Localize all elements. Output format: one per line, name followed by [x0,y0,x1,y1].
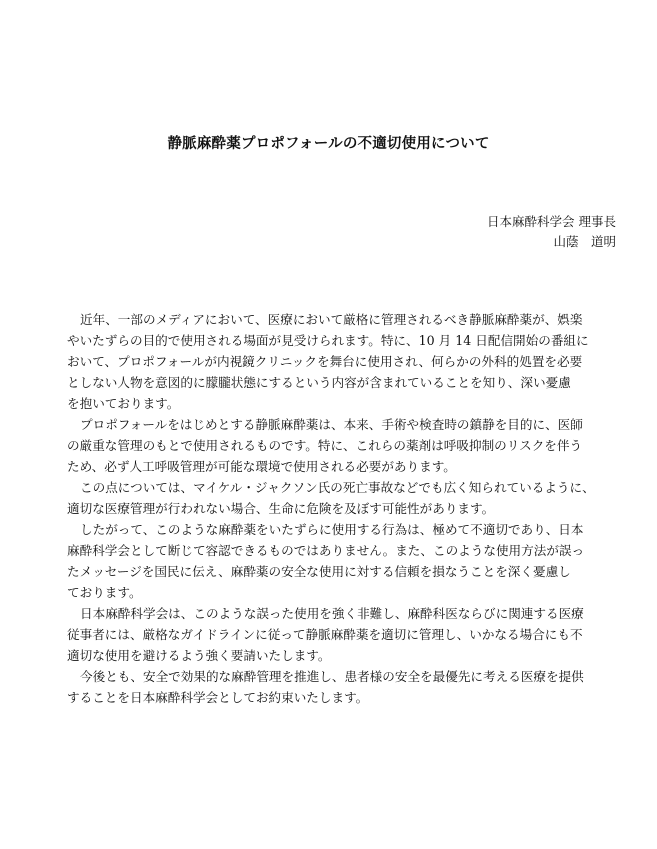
paragraph-line: この点については、マイケル・ジャクソン氏の死亡事故などでも広く知られているように、 [80,480,595,495]
author-block [487,212,616,252]
paragraph-line: 日本麻酔科学会は、このような誤った使用を強く非難し、麻酔科医ならびに関連する医療 [80,606,584,621]
author-name: 山蔭 道明 [553,234,616,249]
paragraph-line: 適切な使用を避けるよう強く要請いたします。 [67,648,331,663]
paragraph-line: たメッセージを国民に伝え、麻酔薬の安全な使用に対する信頼を損なうことを深く憂慮し [67,564,571,579]
paragraph-line: プロポフォールをはじめとする静脈麻酔薬は、本来、手術や検査時の鎮静を目的に、医師 [80,417,583,432]
paragraph-line: することを日本麻酔科学会としてお約束いたします。 [67,690,369,705]
paragraph-line: ため、必ず人工呼吸管理が可能な環境で使用される必要があります。 [67,459,456,474]
paragraph-line: の厳重な管理のもとで使用されるものです。特に、これらの薬剤は呼吸抑制のリスクを伴う [67,438,583,453]
paragraph-line: したがって、このような麻酔薬をいたずらに使用する行為は、極めて不適切であり、日本 [80,522,584,537]
paragraph-line: おいて、プロポフォールが内視鏡クリニックを舞台に使用され、何らかの外科的処置を必要 [67,354,583,369]
document-title: 静脈麻酔薬プロポフォールの不適切使用について [167,135,490,152]
paragraph [67,309,618,414]
paragraph-line: 適切な医療管理が行われない場合、生命に危険を及ぼす可能性があります。 [67,501,495,516]
paragraph-line: 麻酔科学会として断じて容認できるものではありません。また、このような使用方法が誤っ [67,543,585,558]
paragraph [67,414,618,477]
paragraph-line: 従事者には、厳格なガイドラインに従って静脈麻酔薬を適切に管理し、いかなる場合にも不 [67,627,583,642]
paragraph-line: 今後とも、安全で効果的な麻酔管理を推進し、患者様の安全を最優先に考える医療を提供 [80,669,584,684]
document-body [67,309,618,708]
paragraph [67,603,618,666]
author-org-role: 日本麻酔科学会 理事長 [487,214,616,229]
paragraph-line: 近年、一部のメディアにおいて、医療において厳格に管理されるべき静脈麻酔薬が、娯楽 [80,312,583,327]
paragraph-line: を抱いております。 [67,396,180,411]
paragraph-line: としない人物を意図的に朦朧状態にするという内容が含まれていることを知り、深い憂慮 [67,375,571,390]
paragraph [67,519,618,603]
paragraph-line: やいたずらの目的で使用される場面が見受けられます。特に、10 月 14 日配信開始の番組に [67,333,589,348]
paragraph [67,477,618,519]
paragraph-line: ております。 [67,585,142,600]
paragraph [67,666,618,708]
